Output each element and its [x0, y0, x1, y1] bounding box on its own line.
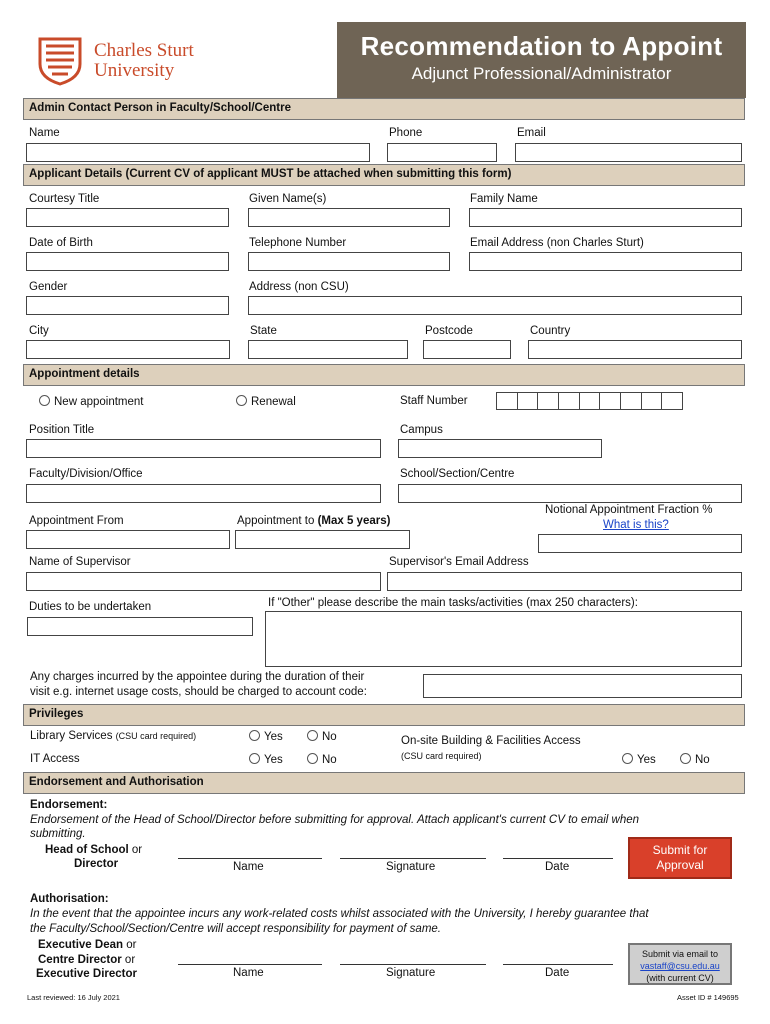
radio-icon	[236, 395, 247, 406]
asset-id: Asset ID # 149695	[677, 993, 739, 1002]
endorsement-text-1: Endorsement of the Head of School/Director before submitting for approval. Attach applicant's current CV to email when	[30, 814, 640, 826]
auth-signature-line[interactable]	[340, 964, 486, 965]
onsite-label: On-site Building & Facilities Access	[401, 735, 581, 747]
logo-line2: University	[94, 60, 175, 81]
address-label: Address (non CSU)	[249, 281, 349, 293]
supervisor-email-label: Supervisor's Email Address	[389, 556, 529, 568]
page-title: Recommendation to Appoint	[360, 31, 723, 61]
applicant-email-label: Email Address (non Charles Sturt)	[470, 237, 644, 249]
radio-icon	[680, 753, 691, 764]
appointment-from-label: Appointment From	[29, 515, 124, 527]
library-no-radio[interactable]	[307, 730, 337, 743]
no-label: No	[322, 754, 337, 766]
appointment-section-header: Appointment details	[23, 364, 745, 386]
school-label: School/Section/Centre	[400, 468, 515, 480]
submit-for-approval-button[interactable]	[628, 837, 732, 879]
head-of-school-text: Head of School	[45, 844, 129, 856]
auth-name-line[interactable]	[178, 964, 322, 965]
email-line3: (with current CV)	[646, 973, 714, 983]
no-label: No	[322, 731, 337, 743]
library-text: Library Services	[30, 730, 113, 742]
library-label	[30, 730, 196, 742]
admin-email-field[interactable]	[515, 143, 742, 162]
auth-text-1: In the event that the appointee incurs any work-related costs whilst associated with the University, I hereby guarantee that	[30, 908, 649, 920]
exec-director-label: Executive Director	[36, 968, 137, 980]
yes-label: Yes	[264, 731, 283, 743]
school-field[interactable]	[398, 484, 742, 503]
or-text: or	[131, 844, 143, 856]
endorse-name-line[interactable]	[178, 858, 322, 859]
appointment-from-field[interactable]	[26, 530, 230, 549]
radio-icon	[622, 753, 633, 764]
max-years-note: (Max 5 years)	[317, 515, 391, 527]
head-of-school-label	[45, 844, 142, 856]
given-name-field[interactable]	[248, 208, 450, 227]
it-access-label: IT Access	[30, 753, 80, 765]
state-label: State	[250, 325, 277, 337]
city-field[interactable]	[26, 340, 230, 359]
position-title-label: Position Title	[29, 424, 95, 436]
staff-number-field[interactable]	[496, 392, 683, 410]
courtesy-title-field[interactable]	[26, 208, 229, 227]
duties-label: Duties to be undertaken	[29, 601, 152, 613]
admin-name-field[interactable]	[26, 143, 370, 162]
new-appointment-radio[interactable]	[39, 395, 144, 408]
appointment-to-label	[237, 515, 390, 527]
applicant-section-header: Applicant Details (Current CV of applicant MUST be attached when submitting this form)	[23, 164, 745, 186]
page-subtitle: Adjunct Professional/Administrator	[411, 64, 672, 83]
radio-icon	[249, 753, 260, 764]
endorse-signature-line[interactable]	[340, 858, 486, 859]
dob-label: Date of Birth	[29, 237, 93, 249]
admin-phone-label: Phone	[389, 127, 423, 139]
city-label: City	[29, 325, 49, 337]
exec-dean-label	[38, 939, 136, 951]
no-label: No	[695, 754, 710, 766]
staff-number-label: Staff Number	[400, 395, 468, 407]
postcode-label: Postcode	[425, 325, 473, 337]
renewal-label: Renewal	[251, 396, 296, 408]
supervisor-label: Name of Supervisor	[29, 556, 131, 568]
auth-name-label: Name	[233, 967, 264, 979]
given-name-label: Given Name(s)	[249, 193, 327, 205]
centre-director-label	[38, 954, 135, 966]
yes-label: Yes	[264, 754, 283, 766]
it-no-radio[interactable]	[307, 753, 337, 766]
last-reviewed: Last reviewed: 16 July 2021	[27, 993, 120, 1002]
auth-text-2: the Faculty/School/Section/Centre will accept responsibility for payment of same.	[30, 923, 441, 935]
or-text: or	[126, 939, 137, 951]
postcode-field[interactable]	[423, 340, 511, 359]
admin-name-label: Name	[29, 127, 60, 139]
family-name-field[interactable]	[469, 208, 742, 227]
auth-date-line[interactable]	[503, 964, 613, 965]
radio-icon	[307, 753, 318, 764]
courtesy-title-label: Courtesy Title	[29, 193, 100, 205]
radio-icon	[249, 730, 260, 741]
radio-icon	[39, 395, 50, 406]
authorisation-heading: Authorisation:	[30, 893, 109, 905]
onsite-no-radio[interactable]	[680, 753, 710, 766]
applicant-email-field[interactable]	[469, 252, 742, 271]
telephone-label: Telephone Number	[249, 237, 347, 249]
csu-shield-icon	[36, 36, 84, 86]
gender-label: Gender	[29, 281, 68, 293]
endorsement-heading: Endorsement:	[30, 799, 108, 811]
charges-line2: visit e.g. internet usage costs, should be charged to account code:	[30, 686, 367, 698]
onsite-note: (CSU card required)	[401, 751, 482, 761]
admin-section-header: Admin Contact Person in Faculty/School/Centre	[23, 98, 745, 120]
title-banner	[337, 22, 746, 98]
appointment-to-field[interactable]	[235, 530, 410, 549]
onsite-yes-radio[interactable]	[622, 753, 656, 766]
admin-phone-field[interactable]	[387, 143, 497, 162]
endorse-name-label: Name	[233, 861, 264, 873]
family-name-label: Family Name	[470, 193, 538, 205]
telephone-field[interactable]	[248, 252, 450, 271]
supervisor-field[interactable]	[26, 572, 381, 591]
fraction-field[interactable]	[538, 534, 742, 553]
endorse-date-label: Date	[545, 861, 570, 873]
yes-label: Yes	[637, 754, 656, 766]
state-field[interactable]	[248, 340, 408, 359]
email-address-link[interactable]: vastaff@csu.edu.au	[640, 961, 720, 971]
dob-field[interactable]	[26, 252, 229, 271]
other-tasks-textarea[interactable]	[265, 611, 742, 667]
submit-via-email-button[interactable]	[628, 943, 732, 985]
new-appointment-label: New appointment	[54, 396, 144, 408]
gender-field[interactable]	[26, 296, 229, 315]
radio-icon	[307, 730, 318, 741]
endorse-date-line[interactable]	[503, 858, 613, 859]
country-field[interactable]	[528, 340, 742, 359]
admin-email-label: Email	[517, 127, 546, 139]
library-yes-radio[interactable]	[249, 730, 283, 743]
position-title-field[interactable]	[26, 439, 381, 458]
centre-director-text: Centre Director	[38, 954, 122, 966]
endorse-signature-label: Signature	[386, 861, 436, 873]
it-yes-radio[interactable]	[249, 753, 283, 766]
director-label: Director	[74, 858, 119, 870]
faculty-label: Faculty/Division/Office	[29, 468, 143, 480]
campus-label: Campus	[400, 424, 443, 436]
renewal-radio[interactable]	[236, 395, 296, 408]
csu-logo	[36, 36, 226, 86]
email-line1: Submit via email to	[641, 949, 719, 959]
supervisor-email-field[interactable]	[387, 572, 742, 591]
duties-select[interactable]	[27, 617, 253, 636]
campus-field[interactable]	[398, 439, 602, 458]
library-note: (CSU card required)	[115, 731, 197, 741]
privileges-section-header: Privileges	[23, 704, 745, 726]
submit-label: Submit for Approval	[652, 843, 708, 872]
logo-line1: Charles Sturt	[94, 40, 194, 61]
account-code-field[interactable]	[423, 674, 742, 698]
appointment-to-text: Appointment to	[237, 515, 315, 527]
address-field[interactable]	[248, 296, 742, 315]
country-label: Country	[530, 325, 571, 337]
other-tasks-label: If "Other" please describe the main tasks/activities (max 250 characters):	[268, 597, 638, 609]
endorsement-text-2: submitting.	[30, 828, 86, 840]
auth-signature-label: Signature	[386, 967, 436, 979]
what-is-this-link[interactable]: What is this?	[603, 519, 669, 531]
faculty-field[interactable]	[26, 484, 381, 503]
exec-dean-text: Executive Dean	[38, 939, 124, 951]
endorsement-section-header: Endorsement and Authorisation	[23, 772, 745, 794]
charges-line1: Any charges incurred by the appointee during the duration of their	[30, 671, 365, 683]
or-text: or	[124, 954, 136, 966]
fraction-label: Notional Appointment Fraction %	[545, 504, 713, 516]
auth-date-label: Date	[545, 967, 570, 979]
